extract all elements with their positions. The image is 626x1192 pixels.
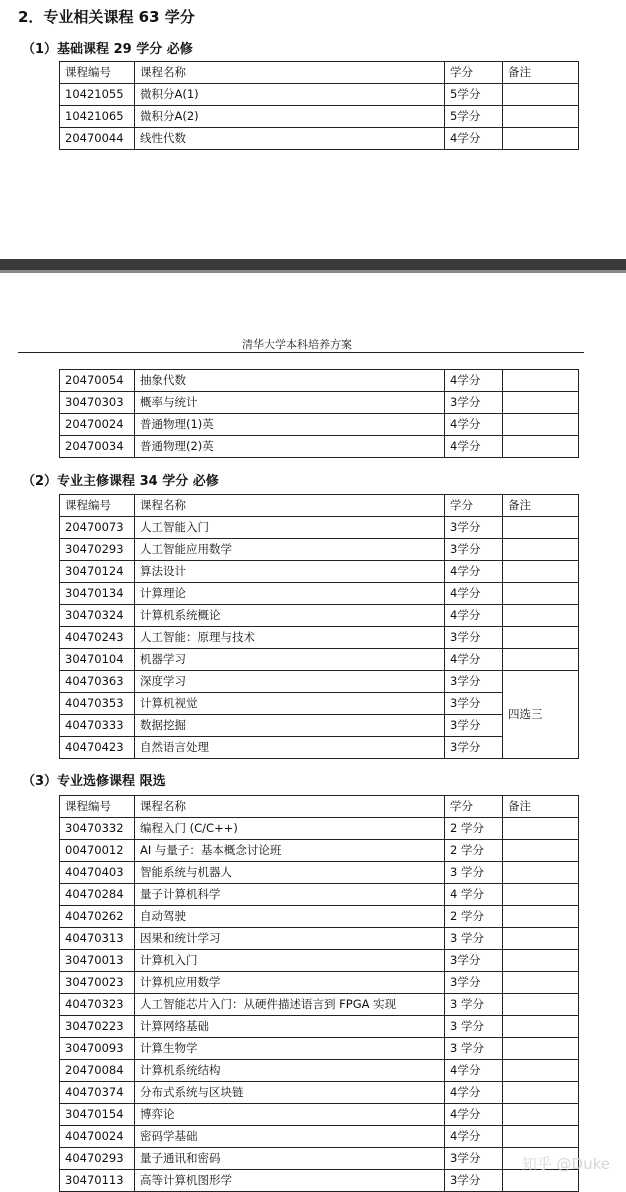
remarks-cell [503, 128, 579, 150]
credits-cell: 3 学分 [445, 1016, 503, 1038]
credits-cell: 4 学分 [445, 884, 503, 906]
credits-cell: 4学分 [445, 1126, 503, 1148]
course-code-cell: 10421055 [60, 84, 135, 106]
course-code-cell: 30470023 [60, 972, 135, 994]
course-code-cell: 40470323 [60, 994, 135, 1016]
credits-cell: 3学分 [445, 972, 503, 994]
remarks-cell [503, 414, 579, 436]
remarks-cell [503, 1104, 579, 1126]
course-code-cell: 40470363 [60, 671, 135, 693]
credits-cell: 3 学分 [445, 994, 503, 1016]
basic-courses-heading: （1）基础课程 29 学分 必修 [22, 42, 193, 57]
table-row [60, 671, 579, 693]
course-code-cell: 40470374 [60, 1082, 135, 1104]
course-name-cell: 算法设计 [135, 561, 445, 583]
table-row [60, 106, 579, 128]
course-code-cell: 30470124 [60, 561, 135, 583]
credits-cell: 3学分 [445, 715, 503, 737]
table-row [60, 972, 579, 994]
remarks-cell [503, 884, 579, 906]
basic-courses-continued-table [59, 369, 579, 458]
column-header: 课程名称 [135, 495, 445, 517]
course-code-cell: 10421065 [60, 106, 135, 128]
credits-cell: 3学分 [445, 392, 503, 414]
course-name-cell: 计算机入门 [135, 950, 445, 972]
table-row [60, 1148, 579, 1170]
table-row [60, 1016, 579, 1038]
remarks-cell [503, 972, 579, 994]
course-code-cell: 20470044 [60, 128, 135, 150]
remarks-cell [503, 928, 579, 950]
table-header-row [60, 62, 579, 84]
course-name-cell: 分布式系统与区块链 [135, 1082, 445, 1104]
table-row [60, 1082, 579, 1104]
table-row [60, 928, 579, 950]
remarks-cell [503, 517, 579, 539]
course-code-cell: 20470034 [60, 436, 135, 458]
course-code-cell: 40470293 [60, 1148, 135, 1170]
course-name-cell: 计算机系统概论 [135, 605, 445, 627]
remarks-cell [503, 561, 579, 583]
course-code-cell: 30470332 [60, 818, 135, 840]
credits-cell: 4学分 [445, 128, 503, 150]
credits-cell: 3 学分 [445, 1038, 503, 1060]
course-name-cell: 计算机视觉 [135, 693, 445, 715]
remarks-cell [503, 627, 579, 649]
course-name-cell: 人工智能：原理与技术 [135, 627, 445, 649]
remarks-cell [503, 392, 579, 414]
remarks-cell [503, 605, 579, 627]
course-name-cell: 博弈论 [135, 1104, 445, 1126]
credits-cell: 4学分 [445, 436, 503, 458]
course-code-cell: 30470303 [60, 392, 135, 414]
column-header: 学分 [445, 796, 503, 818]
table-row [60, 906, 579, 928]
credits-cell: 4学分 [445, 561, 503, 583]
table-row [60, 605, 579, 627]
course-name-cell: 计算理论 [135, 583, 445, 605]
remarks-cell [503, 906, 579, 928]
table-row [60, 517, 579, 539]
course-code-cell: 20470054 [60, 370, 135, 392]
credits-cell: 3学分 [445, 517, 503, 539]
remarks-cell [503, 436, 579, 458]
course-code-cell: 40470333 [60, 715, 135, 737]
course-name-cell: 量子计算机科学 [135, 884, 445, 906]
credits-cell: 3学分 [445, 1148, 503, 1170]
credits-cell: 2 学分 [445, 840, 503, 862]
course-name-cell: 线性代数 [135, 128, 445, 150]
watermark: 知乎 @Duke [521, 1155, 610, 1173]
major-courses-heading: （2）专业主修课程 34 学分 必修 [22, 474, 219, 489]
course-code-cell: 40470024 [60, 1126, 135, 1148]
course-name-cell: 人工智能入门 [135, 517, 445, 539]
column-header: 课程名称 [135, 796, 445, 818]
course-code-cell: 20470024 [60, 414, 135, 436]
course-code-cell: 30470223 [60, 1016, 135, 1038]
column-header: 课程名称 [135, 62, 445, 84]
course-code-cell: 30470013 [60, 950, 135, 972]
course-name-cell: 计算网络基础 [135, 1016, 445, 1038]
running-header: 清华大学本科培养方案 [242, 338, 352, 351]
table-row [60, 818, 579, 840]
course-code-cell: 40470243 [60, 627, 135, 649]
course-name-cell: 微积分A(1) [135, 84, 445, 106]
course-code-cell: 40470284 [60, 884, 135, 906]
course-code-cell: 30470293 [60, 539, 135, 561]
remarks-cell [503, 583, 579, 605]
course-name-cell: 密码学基础 [135, 1126, 445, 1148]
remarks-cell [503, 84, 579, 106]
course-name-cell: 抽象代数 [135, 370, 445, 392]
course-name-cell: AI 与量子：基本概念讨论班 [135, 840, 445, 862]
remarks-cell [503, 649, 579, 671]
table-row [60, 862, 579, 884]
group-note-cell: 四选三 [503, 671, 579, 759]
major-courses-table [59, 494, 579, 759]
header-rule [18, 352, 584, 353]
credits-cell: 3学分 [445, 671, 503, 693]
course-code-cell: 40470313 [60, 928, 135, 950]
credits-cell: 5学分 [445, 84, 503, 106]
table-row [60, 84, 579, 106]
basic-courses-table [59, 61, 579, 150]
column-header: 学分 [445, 495, 503, 517]
credits-cell: 2 学分 [445, 906, 503, 928]
remarks-cell [503, 840, 579, 862]
credits-cell: 3学分 [445, 950, 503, 972]
credits-cell: 5学分 [445, 106, 503, 128]
remarks-cell [503, 1016, 579, 1038]
table-row [60, 583, 579, 605]
course-name-cell: 智能系统与机器人 [135, 862, 445, 884]
course-name-cell: 人工智能应用数学 [135, 539, 445, 561]
credits-cell: 3学分 [445, 693, 503, 715]
course-code-cell: 20470084 [60, 1060, 135, 1082]
course-name-cell: 自动驾驶 [135, 906, 445, 928]
table-row [60, 627, 579, 649]
column-header: 备注 [503, 796, 579, 818]
column-header: 学分 [445, 62, 503, 84]
credits-cell: 4学分 [445, 1060, 503, 1082]
column-header: 备注 [503, 495, 579, 517]
course-code-cell: 30470154 [60, 1104, 135, 1126]
credits-cell: 4学分 [445, 605, 503, 627]
table-header-row [60, 495, 579, 517]
table-row [60, 392, 579, 414]
remarks-cell [503, 1082, 579, 1104]
credits-cell: 4学分 [445, 649, 503, 671]
table-row [60, 561, 579, 583]
course-code-cell: 40470262 [60, 906, 135, 928]
course-code-cell: 30470104 [60, 649, 135, 671]
remarks-cell [503, 950, 579, 972]
column-header: 备注 [503, 62, 579, 84]
course-name-cell: 数据挖掘 [135, 715, 445, 737]
course-name-cell: 计算机系统结构 [135, 1060, 445, 1082]
table-row [60, 1038, 579, 1060]
course-name-cell: 普通物理(1)英 [135, 414, 445, 436]
page-separator-shadow [0, 270, 626, 273]
course-name-cell: 微积分A(2) [135, 106, 445, 128]
course-name-cell: 计算生物学 [135, 1038, 445, 1060]
table-row [60, 950, 579, 972]
credits-cell: 3学分 [445, 627, 503, 649]
course-name-cell: 普通物理(2)英 [135, 436, 445, 458]
credits-cell: 3学分 [445, 539, 503, 561]
course-code-cell: 20470073 [60, 517, 135, 539]
credits-cell: 3学分 [445, 737, 503, 759]
table-row [60, 539, 579, 561]
elective-courses-table [59, 795, 579, 1192]
remarks-cell [503, 994, 579, 1016]
table-row [60, 994, 579, 1016]
remarks-cell [503, 818, 579, 840]
table-row [60, 414, 579, 436]
credits-cell: 3 学分 [445, 862, 503, 884]
course-code-cell: 40470403 [60, 862, 135, 884]
remarks-cell [503, 1060, 579, 1082]
course-name-cell: 机器学习 [135, 649, 445, 671]
column-header: 课程编号 [60, 796, 135, 818]
credits-cell: 3 学分 [445, 928, 503, 950]
course-name-cell: 编程入门 (C/C++) [135, 818, 445, 840]
table-row [60, 436, 579, 458]
remarks-cell [503, 370, 579, 392]
credits-cell: 4学分 [445, 583, 503, 605]
table-row [60, 737, 579, 759]
table-row [60, 1104, 579, 1126]
table-row [60, 1060, 579, 1082]
section-heading: 2．专业相关课程 63 学分 [18, 8, 195, 26]
table-header-row [60, 796, 579, 818]
table-row [60, 884, 579, 906]
course-name-cell: 量子通讯和密码 [135, 1148, 445, 1170]
credits-cell: 3学分 [445, 1170, 503, 1192]
credits-cell: 4学分 [445, 1082, 503, 1104]
course-code-cell: 30470093 [60, 1038, 135, 1060]
course-code-cell: 40470353 [60, 693, 135, 715]
column-header: 课程编号 [60, 62, 135, 84]
credits-cell: 4学分 [445, 414, 503, 436]
table-row [60, 693, 579, 715]
remarks-cell [503, 106, 579, 128]
table-row [60, 1170, 579, 1192]
course-name-cell: 人工智能芯片入门：从硬件描述语言到 FPGA 实现 [135, 994, 445, 1016]
remarks-cell [503, 862, 579, 884]
credits-cell: 4学分 [445, 1104, 503, 1126]
course-name-cell: 深度学习 [135, 671, 445, 693]
course-code-cell: 30470134 [60, 583, 135, 605]
table-row [60, 370, 579, 392]
column-header: 课程编号 [60, 495, 135, 517]
table-row [60, 715, 579, 737]
table-row [60, 649, 579, 671]
table-row [60, 840, 579, 862]
remarks-cell [503, 1038, 579, 1060]
course-code-cell: 40470423 [60, 737, 135, 759]
table-row [60, 128, 579, 150]
page-separator [0, 259, 626, 270]
course-code-cell: 00470012 [60, 840, 135, 862]
course-name-cell: 概率与统计 [135, 392, 445, 414]
course-code-cell: 30470324 [60, 605, 135, 627]
course-name-cell: 自然语言处理 [135, 737, 445, 759]
credits-cell: 4学分 [445, 370, 503, 392]
course-name-cell: 计算机应用数学 [135, 972, 445, 994]
credits-cell: 2 学分 [445, 818, 503, 840]
table-row [60, 1126, 579, 1148]
course-code-cell: 30470113 [60, 1170, 135, 1192]
remarks-cell [503, 1126, 579, 1148]
remarks-cell [503, 539, 579, 561]
course-name-cell: 因果和统计学习 [135, 928, 445, 950]
course-name-cell: 高等计算机图形学 [135, 1170, 445, 1192]
elective-courses-heading: （3）专业选修课程 限选 [22, 774, 166, 789]
